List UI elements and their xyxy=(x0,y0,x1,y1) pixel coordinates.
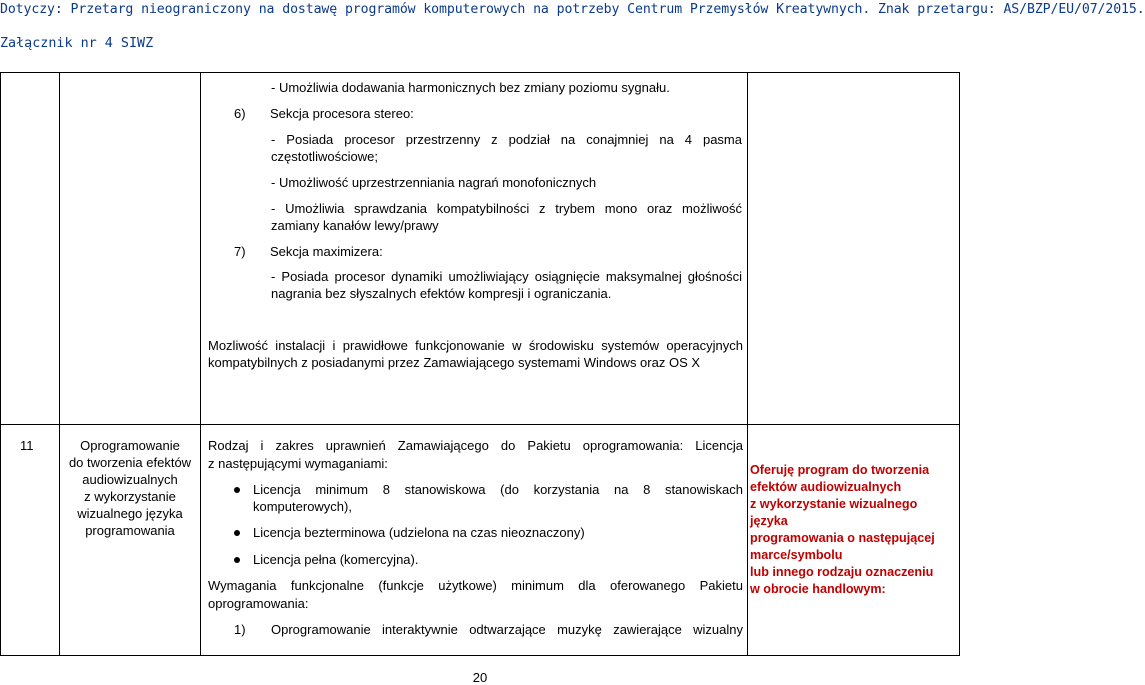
product-name-line: z wykorzystanie xyxy=(84,489,176,504)
section-6-title: Sekcja procesora stereo: xyxy=(270,106,414,121)
column-divider-offer xyxy=(747,72,748,656)
offer-text-line: w obrocie handlowym: xyxy=(750,582,886,596)
bullet-dot-icon xyxy=(234,557,240,563)
bullet-2: Licencja bezterminowa (udzielona na czas nieoznaczony) xyxy=(253,525,585,540)
column-divider-number xyxy=(59,72,60,656)
functional-line1: Wymagania funkcjonalne (funkcje użytkowe) minimum dla oferowanego Pakietu xyxy=(208,578,743,593)
product-name-line: Oprogramowanie xyxy=(80,438,180,453)
item-1-text: Oprogramowanie interaktywnie odtwarzające muzykę zawierające wizualny xyxy=(271,622,743,637)
license-line2: z następującymi wymaganiami: xyxy=(208,456,388,471)
product-name-line: audiowizualnych xyxy=(82,472,178,487)
item-7a-line1: - Posiada procesor dynamiki umożliwiający osiągnięcie maksymalnej głośności xyxy=(271,269,742,284)
item-6c-line1: - Umożliwia sprawdzania kompatybilności z trybem mono oraz możliwość xyxy=(271,201,742,216)
compatibility-line2: kompatybilnych z posiadanymi przez Zamawiającego systemami Windows oraz OS X xyxy=(208,355,701,370)
item-6b: - Umożliwość uprzestrzenniania nagrań monofonicznych xyxy=(271,175,597,190)
offer-text-line: programowania o następującej xyxy=(750,531,935,545)
functional-line2: oprogramowania: xyxy=(208,596,309,611)
section-7-title: Sekcja maximizera: xyxy=(270,244,383,259)
page-number: 20 xyxy=(472,670,488,685)
item-6a-line2: częstotliwościowe; xyxy=(271,149,378,164)
bullet-dot-icon xyxy=(234,530,240,536)
product-name-line: do tworzenia efektów xyxy=(68,455,192,470)
compatibility-line1: Mozliwość instalacji i prawidłowe funkcjonowanie w środowisku systemów operacyjnych xyxy=(208,338,743,353)
item-7a-line2: nagrania bez słyszalnych efektów kompresji i ograniczania. xyxy=(271,286,612,301)
offer-text-line: z wykorzystanie wizualnego języka xyxy=(750,497,918,528)
document-header-title: Dotyczy: Przetarg nieograniczony na dostawę programów komputerowych na potrzeby Centrum Przemysłów Kreatywnych. Znak przetargu: AS/BZP/EU/07/2015. xyxy=(0,2,1145,17)
product-name-line: wizualnego języka xyxy=(77,506,183,521)
offer-text-line: marce/symbolu xyxy=(750,548,843,562)
table-right-border xyxy=(959,72,960,656)
bullet-1-line2: komputerowych), xyxy=(253,499,352,514)
row-number: 11 xyxy=(20,438,34,453)
bullet-3: Licencja pełna (komercyjna). xyxy=(253,552,419,567)
section-6-number: 6) xyxy=(234,106,246,121)
product-name-line: programowania xyxy=(85,523,175,538)
offer-cell xyxy=(750,462,958,598)
license-line1: Rodzaj i zakres uprawnień Zamawiającego do Pakietu oprogramowania: Licencja xyxy=(208,438,743,453)
item-1-number: 1) xyxy=(234,622,246,637)
offer-text-line: lub innego rodzaju oznaczeniu xyxy=(750,565,934,579)
section-7-number: 7) xyxy=(234,244,246,259)
annex-label: Załącznik nr 4 SIWZ xyxy=(0,36,154,51)
bullet-dot-icon xyxy=(234,487,240,493)
table-top-border xyxy=(0,72,960,73)
item-6c-line2: zamiany kanałów lewy/prawy xyxy=(271,218,439,233)
item-6a-line1: - Posiada procesor przestrzenny z podział na conajmniej na 4 pasma xyxy=(271,132,742,147)
row-divider xyxy=(0,424,960,425)
product-name-cell xyxy=(60,437,200,539)
offer-text-line: Oferuję program do tworzenia xyxy=(750,463,930,477)
offer-text-line: efektów audiowizualnych xyxy=(750,480,902,494)
table-left-border xyxy=(0,72,1,656)
harmonic-line: - Umożliwia dodawania harmonicznych bez zmiany poziomu sygnału. xyxy=(271,80,670,95)
bullet-1-line1: Licencja minimum 8 stanowiskowa (do korzystania na 8 stanowiskach xyxy=(253,482,743,497)
column-divider-name xyxy=(200,72,201,656)
table-bottom-border xyxy=(0,655,960,656)
